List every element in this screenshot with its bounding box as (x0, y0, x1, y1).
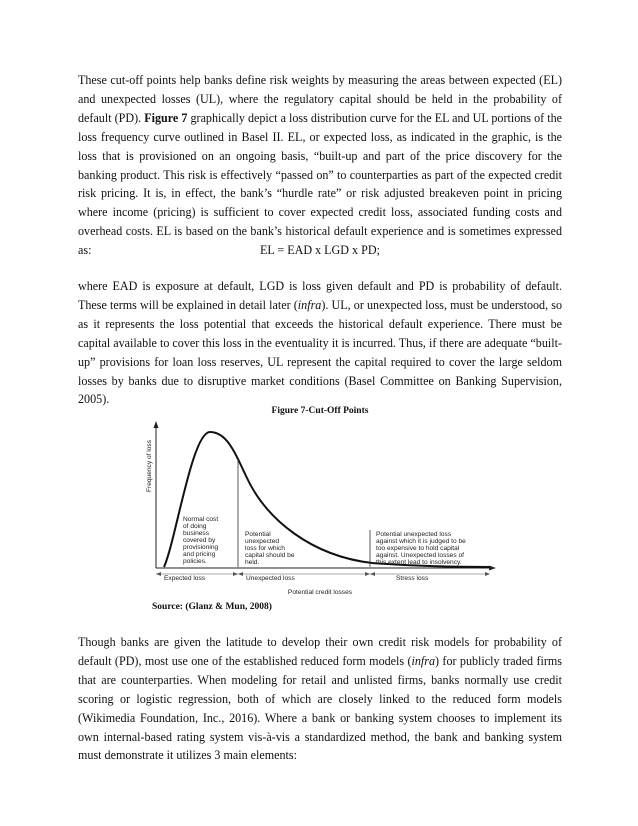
y-axis-label: Frequency of loss (146, 439, 153, 493)
annotation-el-line: Normal cost (183, 516, 219, 523)
region-label-expected-loss: Expected loss (164, 575, 206, 582)
loss-distribution-figure (142, 420, 502, 600)
paragraph-credit-risk-models (78, 633, 562, 765)
annotation-el-line: of doing (183, 523, 207, 530)
figure-source: Source: (Glanz & Mun, 2008) (152, 602, 272, 612)
figure-title: Figure 7-Cut-Off Points (271, 406, 369, 416)
el-equation: EL = EAD x LGD x PD; (260, 243, 380, 257)
paragraph1-text-b: graphically depict a loss distribution curve for the EL and UL portions of the loss frequency curve outlined in Basel II. EL, or expected loss, as indicated in the graphic, is the loss that is provisioned on an ongoing basis, “built-up and part of the price discovery for the banking product. This risk is effectively “passed on” to counterparties as part of the expected credit risk pricing. It is, in effect, the bank’s “hurdle rate” or risk adjusted breakeven point in pricing where income (pricing) is sufficient to cover expected credit loss, associated funding costs and overhead costs. EL is based on the bank’s historical default experience and is sometimes expressed as: (78, 110, 562, 258)
x-axis-label: Potential credit losses (287, 589, 353, 596)
infra-italic: infra (411, 653, 436, 668)
region-arrow-left-icon (156, 572, 161, 576)
paragraph-ead-definition (78, 277, 562, 409)
paragraph2-text-b: ). UL, or unexpected loss, must be understood, so as it represents the loss potential that exceeds the historical default experience. There must be capital available to cover this loss in the eventuality it is incurred. Thus, if there are adequate “built-up” provisions for loan loss reserves, UL represent the capital required to cover the large seldom losses by banks due to disruptive market conditions (Basel Committee on Banking Supervision, 2005). (78, 297, 562, 407)
annotation-stress-line: against. Unexpected losses of (376, 552, 464, 559)
annotation-el-line: policies. (183, 558, 207, 565)
annotation-ul-line: unexpected (245, 538, 280, 545)
region-arrow-el-right-icon (233, 572, 238, 576)
paragraph1-text-a: These cut-off points help banks define risk weights by measuring the areas between expected (EL) and unexpected losses (UL), where the regulatory capital should be held in the probability of default (PD). (78, 73, 562, 125)
annotation-stress-line: Potential unexpected loss (376, 531, 452, 538)
y-axis-arrow-icon (154, 421, 159, 428)
region-arrow-stress-left-icon (370, 572, 375, 576)
annotation-ul-line: held. (245, 559, 260, 566)
paragraph-cut-off-points (78, 71, 562, 260)
paragraph2-text-a: where EAD is exposure at default, LGD is loss given default and PD is probability of default. These terms will be explained in detail later ( (78, 279, 562, 312)
annotation-stress-line: too expensive to hold capital (376, 545, 460, 552)
annotation-el-line: provisioning (183, 544, 219, 551)
annotation-el-line: and pricing (183, 551, 216, 558)
region-arrow-right-icon (485, 572, 490, 576)
annotation-el-line: business (183, 530, 210, 537)
infra-italic: infra (297, 297, 322, 312)
paragraph3-text-a: Though banks are given the latitude to develop their own credit risk models for probability of default (PD), most use one of the established reduced form models ( (78, 635, 562, 668)
region-label-stress-loss: Stress loss (396, 575, 429, 582)
annotation-unexpected-loss (245, 531, 296, 566)
x-axis-arrow-icon (489, 566, 496, 571)
paragraph3-text-b: ) for publicly traded firms that are counterparties. When modeling for retail and unlisted firms, banks normally use credit scoring or logistic regression, both of which are closely linked to the reduced form models (Wikimedia Foundation, Inc., 2016). Where a bank or banking system chooses to implement its own internal-based rating system vis-à-vis a standardized method, the bank and banking system must demonstrate it utilizes 3 main elements: (78, 653, 562, 763)
region-arrow-ul-right-icon (365, 572, 370, 576)
region-arrow-ul-left-icon (238, 572, 243, 576)
annotation-stress-loss (376, 531, 468, 566)
annotation-expected-loss (183, 516, 220, 565)
annotation-stress-line: against which it is judged to be (376, 538, 466, 545)
figure-reference: Figure 7 (144, 110, 188, 125)
annotation-ul-line: Potential (245, 531, 271, 538)
region-label-unexpected-loss: Unexpected loss (246, 575, 295, 582)
annotation-ul-line: loss for which (245, 545, 285, 552)
annotation-el-line: covered by (183, 537, 216, 544)
annotation-stress-line: this extent lead to insolvency. (376, 559, 462, 566)
annotation-ul-line: capital should be (245, 552, 295, 559)
